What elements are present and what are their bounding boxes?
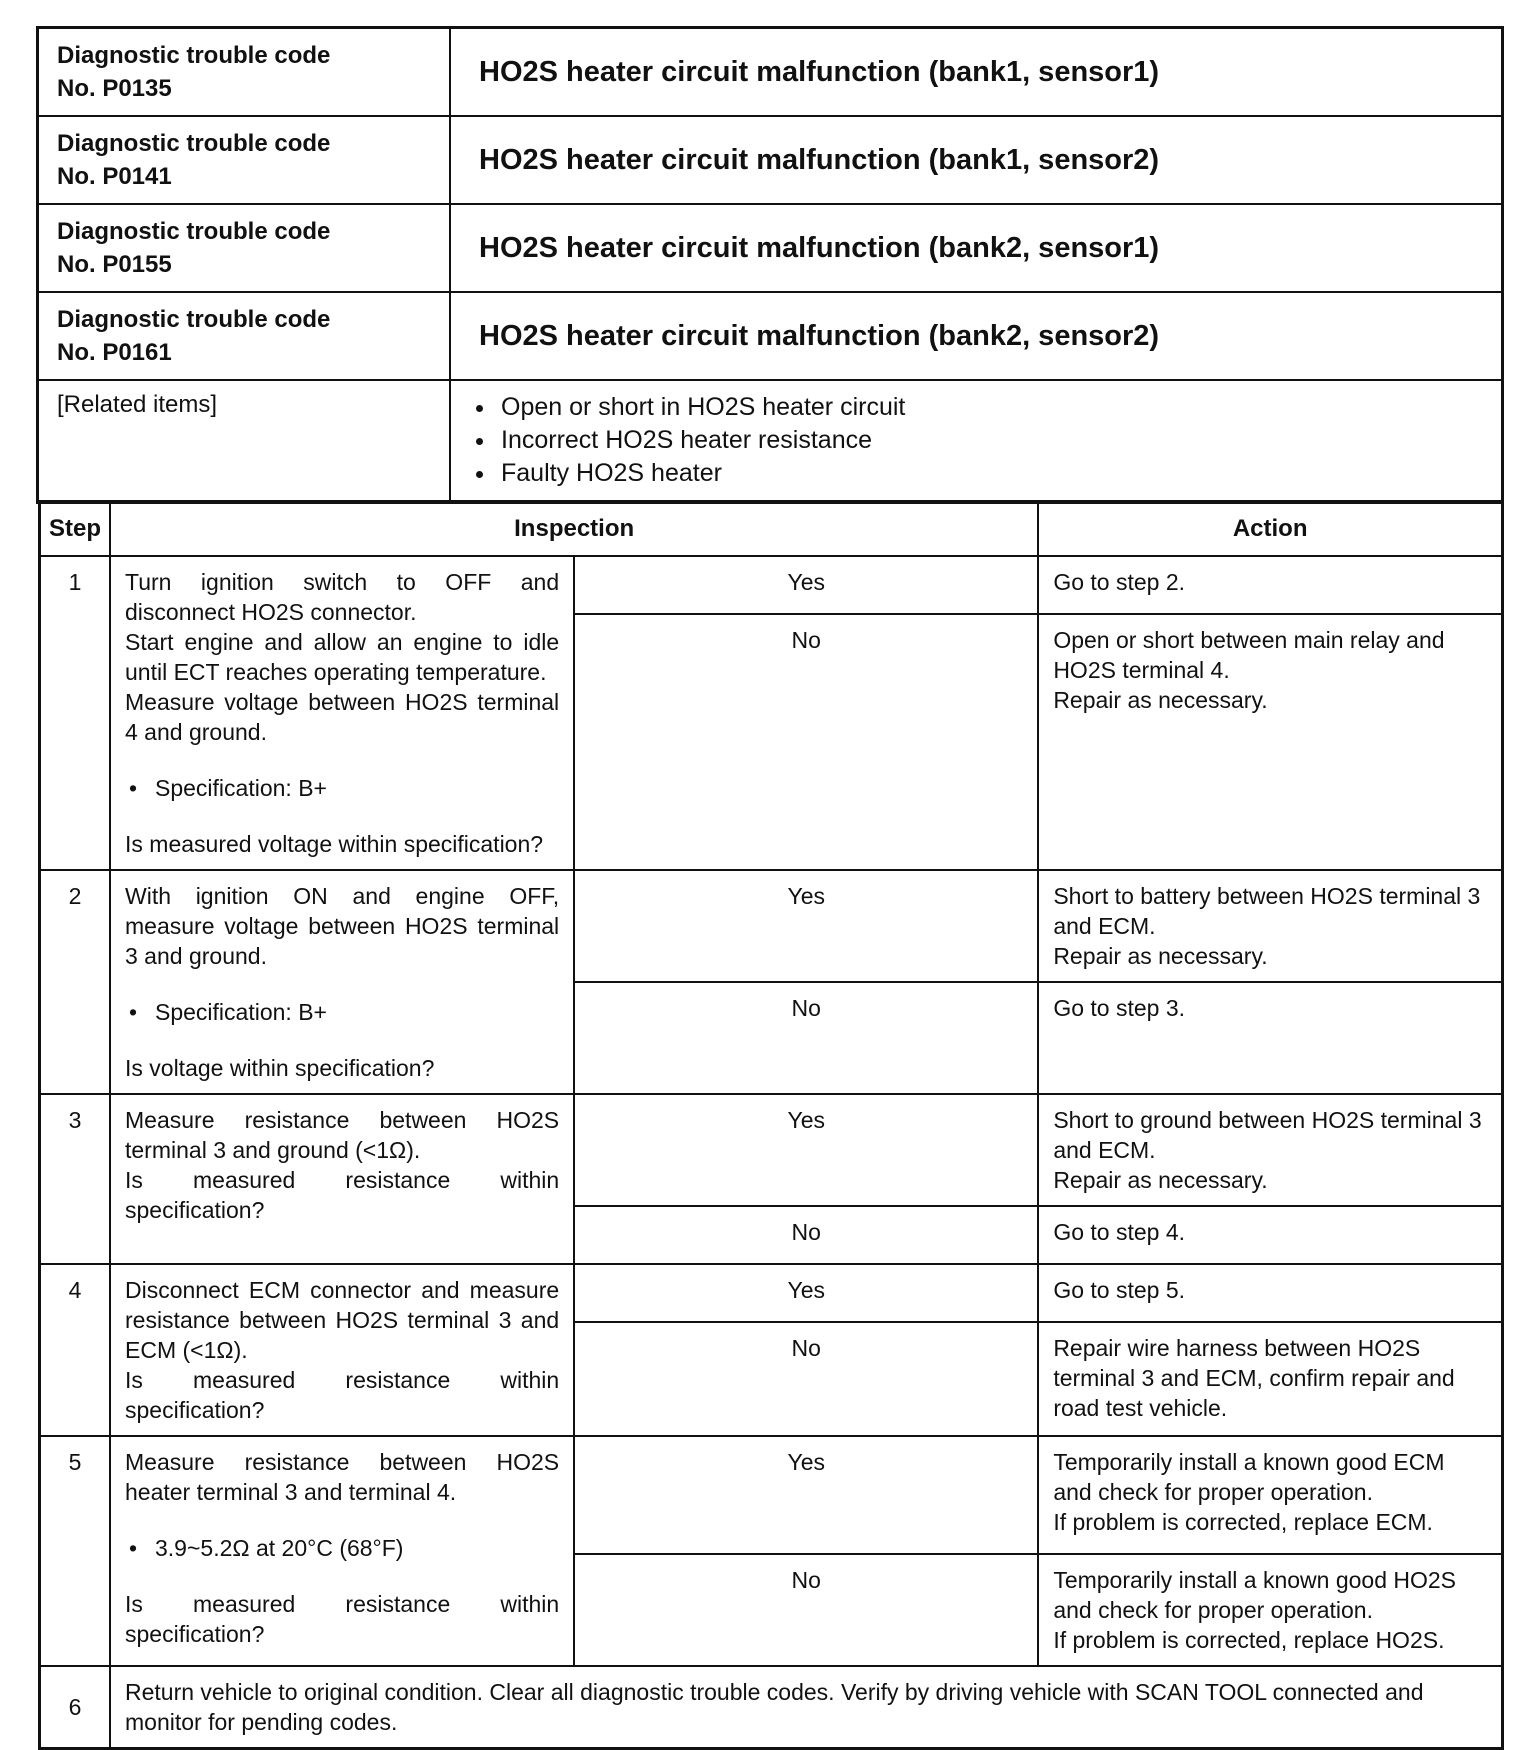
no-action (1038, 1322, 1502, 1436)
action-line: Go to step 3. (1053, 995, 1186, 1021)
yes-action (1038, 556, 1502, 614)
step-number: 6 (40, 1666, 111, 1749)
dtc-code-number: No. P0135 (57, 75, 172, 102)
action-line: Temporarily install a known good ECM and check for proper operation. (1053, 1449, 1445, 1505)
step-row-yes (40, 1436, 1503, 1554)
step-row-yes (40, 1264, 1503, 1322)
dtc-row (38, 28, 1503, 117)
yes-label: Yes (574, 556, 1038, 614)
dtc-code-cell (38, 28, 451, 117)
step-inspection (110, 870, 574, 1094)
dtc-description: HO2S heater circuit malfunction (bank1, sensor2) (450, 116, 1503, 204)
action-line: Go to step 5. (1053, 1277, 1186, 1303)
no-action (1038, 982, 1502, 1094)
action-line: Open or short between main relay and HO2S terminal 4. (1053, 627, 1445, 683)
no-label: No (574, 1554, 1038, 1666)
action-line: Go to step 2. (1053, 569, 1186, 595)
inspection-question: Is measured voltage within specification? (125, 831, 544, 857)
dtc-code-label: Diagnostic trouble code (57, 42, 331, 69)
inspection-line: Is measured resistance within specification? (125, 1167, 560, 1223)
step-inspection (110, 556, 574, 870)
dtc-code-number: No. P0141 (57, 163, 172, 190)
dtc-row (38, 292, 1503, 380)
action-line: If problem is corrected, replace ECM. (1053, 1509, 1433, 1535)
step-row-final (40, 1666, 1503, 1749)
dtc-table (36, 26, 1504, 504)
yes-action (1038, 1264, 1502, 1322)
action-line: Temporarily install a known good HO2S and check for proper operation. (1053, 1567, 1457, 1623)
no-action (1038, 1206, 1502, 1264)
no-label: No (574, 614, 1038, 870)
header-action: Action (1038, 502, 1502, 557)
dtc-description: HO2S heater circuit malfunction (bank2, sensor2) (450, 292, 1503, 380)
step-row-yes (40, 870, 1503, 982)
dtc-code-label: Diagnostic trouble code (57, 130, 331, 157)
yes-action (1038, 870, 1502, 982)
dtc-code-number: No. P0155 (57, 251, 172, 278)
inspection-spec: • Specification: B+ (125, 773, 559, 803)
action-line: Repair as necessary. (1053, 943, 1268, 969)
inspection-line: With ignition ON and engine OFF, measure voltage between HO2S terminal 3 and ground. (125, 883, 560, 969)
inspection-line: Disconnect ECM connector and measure resistance between HO2S terminal 3 and ECM (<1Ω). (125, 1277, 560, 1363)
step-table (38, 500, 1504, 1750)
inspection-line: Measure resistance between HO2S terminal 3 and ground (<1Ω). (125, 1107, 560, 1163)
no-action (1038, 614, 1502, 870)
related-items-cell (450, 380, 1503, 503)
inspection-line: Is measured resistance within specification? (125, 1367, 560, 1423)
dtc-row (38, 204, 1503, 292)
step-row-yes (40, 1094, 1503, 1206)
action-line: Repair wire harness between HO2S terminal 3 and ECM, confirm repair and road test vehicle. (1053, 1335, 1455, 1421)
final-step-text: Return vehicle to original condition. Clear all diagnostic trouble codes. Verify by driving vehicle with SCAN TOOL connected and monitor for pending codes. (110, 1666, 1503, 1749)
inspection-spec: • 3.9~5.2Ω at 20°C (68°F) (125, 1533, 559, 1563)
dtc-code-label: Diagnostic trouble code (57, 218, 331, 245)
step-row-yes (40, 556, 1503, 614)
inspection-question: Is voltage within specification? (125, 1055, 435, 1081)
dtc-code-label: Diagnostic trouble code (57, 306, 331, 333)
no-action (1038, 1554, 1502, 1666)
related-items-label: [Related items] (38, 380, 451, 503)
step-table-header (40, 502, 1503, 557)
dtc-description: HO2S heater circuit malfunction (bank2, sensor1) (450, 204, 1503, 292)
dtc-code-number: No. P0161 (57, 339, 172, 366)
inspection-question: Is measured resistance within specification? (125, 1591, 560, 1647)
header-inspection: Inspection (110, 502, 1038, 557)
yes-label: Yes (574, 1094, 1038, 1206)
step-number: 5 (40, 1436, 111, 1666)
step-number: 2 (40, 870, 111, 1094)
dtc-code-cell (38, 116, 451, 204)
step-number: 4 (40, 1264, 111, 1436)
action-line: Go to step 4. (1053, 1219, 1186, 1245)
action-line: Short to battery between HO2S terminal 3 and ECM. (1053, 883, 1481, 939)
related-items-list (469, 391, 1483, 490)
dtc-description: HO2S heater circuit malfunction (bank1, sensor1) (450, 28, 1503, 117)
inspection-line: Measure voltage between HO2S terminal 4 and ground. (125, 689, 560, 745)
action-line: Short to ground between HO2S terminal 3 and ECM. (1053, 1107, 1482, 1163)
yes-label: Yes (574, 1436, 1038, 1554)
inspection-line: Start engine and allow an engine to idle until ECT reaches operating temperature. (125, 629, 560, 685)
dtc-code-cell (38, 204, 451, 292)
no-label: No (574, 1322, 1038, 1436)
no-label: No (574, 982, 1038, 1094)
yes-action (1038, 1094, 1502, 1206)
header-step: Step (40, 502, 111, 557)
step-inspection (110, 1264, 574, 1436)
related-items-row (38, 380, 1503, 503)
step-number: 3 (40, 1094, 111, 1264)
yes-label: Yes (574, 1264, 1038, 1322)
no-label: No (574, 1206, 1038, 1264)
inspection-line: Turn ignition switch to OFF and disconnect HO2S connector. (125, 569, 560, 625)
related-item: • Open or short in HO2S heater circuit (497, 391, 1483, 424)
dtc-code-cell (38, 292, 451, 380)
step-inspection (110, 1436, 574, 1666)
yes-label: Yes (574, 870, 1038, 982)
inspection-line: Measure resistance between HO2S heater terminal 3 and terminal 4. (125, 1449, 560, 1505)
related-item: • Faulty HO2S heater (497, 457, 1483, 490)
yes-action (1038, 1436, 1502, 1554)
action-line: If problem is corrected, replace HO2S. (1053, 1627, 1445, 1653)
step-inspection (110, 1094, 574, 1264)
inspection-spec: • Specification: B+ (125, 997, 559, 1027)
step-number: 1 (40, 556, 111, 870)
action-line: Repair as necessary. (1053, 1167, 1268, 1193)
action-line: Repair as necessary. (1053, 687, 1268, 713)
dtc-row (38, 116, 1503, 204)
related-item: • Incorrect HO2S heater resistance (497, 424, 1483, 457)
